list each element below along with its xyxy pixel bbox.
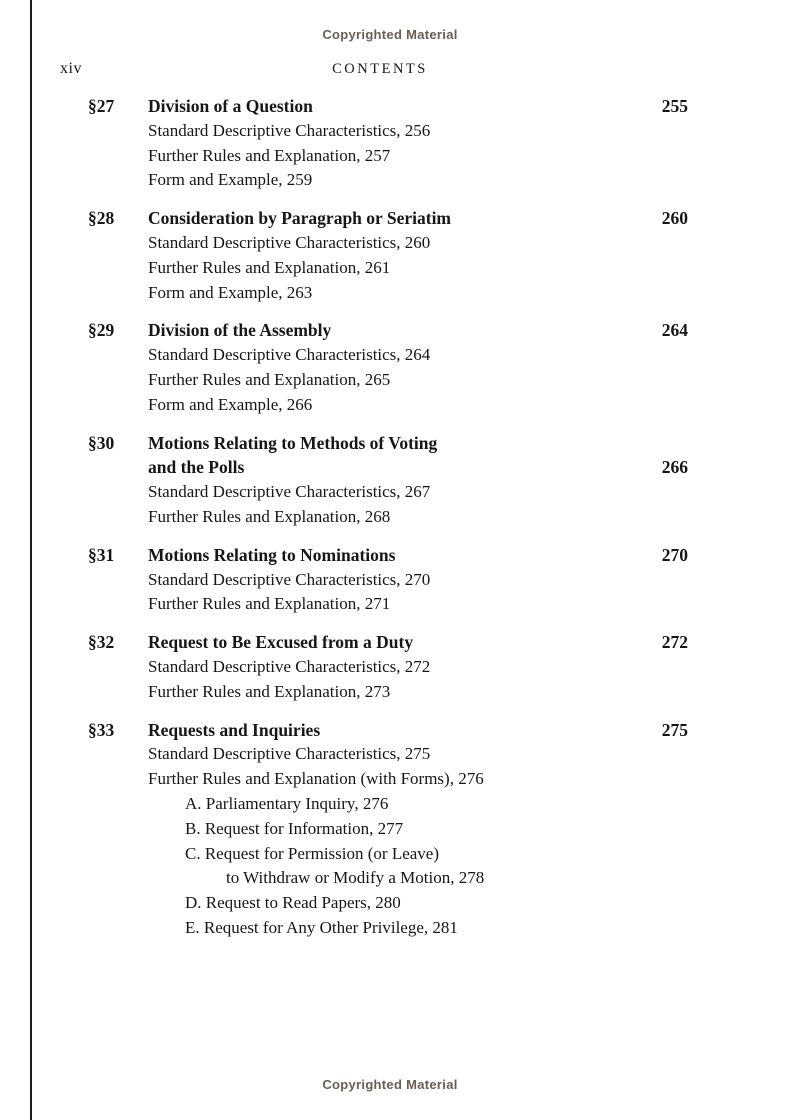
toc-subitem: C. Request for Permission (or Leave) bbox=[185, 843, 439, 863]
toc-subitem-line bbox=[88, 568, 688, 593]
entry-title: Division of the Assembly bbox=[148, 320, 332, 341]
toc-title-line bbox=[88, 431, 688, 456]
toc-subitem-line bbox=[88, 655, 688, 680]
toc-subitem-line bbox=[88, 817, 688, 842]
toc-subitem-line bbox=[88, 256, 688, 281]
toc-subitem-line bbox=[88, 505, 688, 530]
toc-subitem: Standard Descriptive Characteristics, 270 bbox=[148, 569, 431, 589]
entry-page-number: 255 bbox=[661, 96, 688, 116]
page-edge-line bbox=[30, 0, 32, 1120]
entry-page-number: 275 bbox=[661, 719, 688, 740]
entry-page-number: 260 bbox=[661, 208, 688, 229]
toc-subitem: Further Rules and Explanation, 257 bbox=[148, 145, 391, 165]
toc-subitem-line bbox=[88, 680, 688, 705]
toc-subitem-line bbox=[88, 742, 688, 767]
toc-entry bbox=[88, 630, 688, 704]
section-number: §31 bbox=[88, 544, 115, 565]
copyright-notice-top: Copyrighted Material bbox=[322, 27, 458, 42]
section-number: §32 bbox=[88, 632, 115, 653]
toc-subitem: B. Request for Information, 277 bbox=[185, 818, 404, 838]
toc-subitem: Standard Descriptive Characteristics, 267 bbox=[148, 482, 431, 502]
section-number: §33 bbox=[88, 719, 115, 740]
toc-entry bbox=[88, 94, 688, 193]
entry-page-number: 272 bbox=[661, 632, 688, 653]
toc-subitem: Form and Example, 266 bbox=[148, 394, 313, 414]
toc-subitem-line bbox=[88, 891, 688, 916]
entry-page-number: 264 bbox=[661, 320, 688, 341]
toc-subitem: A. Parliamentary Inquiry, 276 bbox=[185, 793, 389, 813]
toc-subitem: Form and Example, 259 bbox=[148, 170, 313, 190]
toc-subitem-line bbox=[88, 231, 688, 256]
toc-subitem: Further Rules and Explanation, 265 bbox=[148, 369, 391, 389]
section-number: §29 bbox=[88, 320, 115, 341]
toc-title-line bbox=[88, 318, 688, 343]
toc-title-line bbox=[88, 718, 688, 743]
copyright-notice-bottom: Copyrighted Material bbox=[322, 1077, 458, 1092]
toc-subitem-line bbox=[88, 368, 688, 393]
toc-subitem: Further Rules and Explanation, 271 bbox=[148, 594, 391, 614]
entry-page-number: 266 bbox=[661, 457, 688, 478]
toc-title-line bbox=[88, 94, 688, 119]
section-number: §30 bbox=[88, 432, 115, 453]
entry-title: Request to Be Excused from a Duty bbox=[148, 632, 414, 653]
toc-title-line bbox=[88, 543, 688, 568]
section-number: §28 bbox=[88, 208, 115, 229]
toc-subitem: to Withdraw or Modify a Motion, 278 bbox=[226, 868, 485, 888]
section-number bbox=[88, 455, 148, 480]
toc-subitem-line bbox=[88, 281, 688, 306]
toc-subitem-line bbox=[88, 592, 688, 617]
toc-subitem-line bbox=[88, 168, 688, 193]
toc-subitem: Standard Descriptive Characteristics, 256 bbox=[148, 120, 431, 140]
toc-subitem-line bbox=[88, 767, 688, 792]
entry-title: Motions Relating to Methods of Voting bbox=[148, 432, 438, 453]
toc-entry bbox=[88, 543, 688, 617]
toc-subitem: Form and Example, 263 bbox=[148, 282, 313, 302]
toc-entry bbox=[88, 431, 688, 530]
contents-header: CONTENTS bbox=[332, 61, 428, 77]
entry-title: Consideration by Paragraph or Seriatim bbox=[148, 208, 452, 229]
toc-subitem: Standard Descriptive Characteristics, 272 bbox=[148, 656, 431, 676]
toc-subitem-line bbox=[88, 916, 688, 941]
toc-subitem: Standard Descriptive Characteristics, 275 bbox=[148, 744, 431, 764]
toc-subitem: E. Request for Any Other Privilege, 281 bbox=[185, 917, 458, 937]
toc-title-line bbox=[88, 206, 688, 231]
toc-entry bbox=[88, 318, 688, 417]
toc-subitem: Further Rules and Explanation (with Forms), 276 bbox=[148, 769, 484, 789]
toc-subitem: Standard Descriptive Characteristics, 264 bbox=[148, 345, 431, 365]
entry-title: Division of a Question bbox=[148, 96, 313, 116]
toc-subitem: Further Rules and Explanation, 268 bbox=[148, 506, 391, 526]
entry-page-number: 270 bbox=[661, 544, 688, 565]
toc-subitem: D. Request to Read Papers, 280 bbox=[185, 893, 401, 913]
section-number: §27 bbox=[88, 96, 115, 116]
entry-title: Motions Relating to Nominations bbox=[148, 544, 396, 565]
toc bbox=[88, 94, 688, 954]
toc-subitem: Standard Descriptive Characteristics, 260 bbox=[148, 232, 431, 252]
toc-subitem-line bbox=[88, 119, 688, 144]
entry-title: and the Polls bbox=[148, 457, 245, 478]
toc-subitem-line bbox=[88, 842, 688, 867]
toc-subitem-line bbox=[88, 144, 688, 169]
toc-subitem-line bbox=[88, 480, 688, 505]
toc-entry bbox=[88, 206, 688, 305]
toc-title-line bbox=[88, 630, 688, 655]
toc-title-line bbox=[88, 455, 688, 480]
toc-subitem: Further Rules and Explanation, 261 bbox=[148, 257, 391, 277]
toc-subitem: Further Rules and Explanation, 273 bbox=[148, 681, 391, 701]
page-number-label: xiv bbox=[60, 60, 82, 77]
toc-subitem-line bbox=[88, 393, 688, 418]
toc-subitem-line bbox=[88, 792, 688, 817]
toc-subitem-line bbox=[88, 343, 688, 368]
toc-subitem-line bbox=[88, 866, 688, 891]
entry-title: Requests and Inquiries bbox=[148, 719, 321, 740]
toc-entry bbox=[88, 718, 688, 941]
